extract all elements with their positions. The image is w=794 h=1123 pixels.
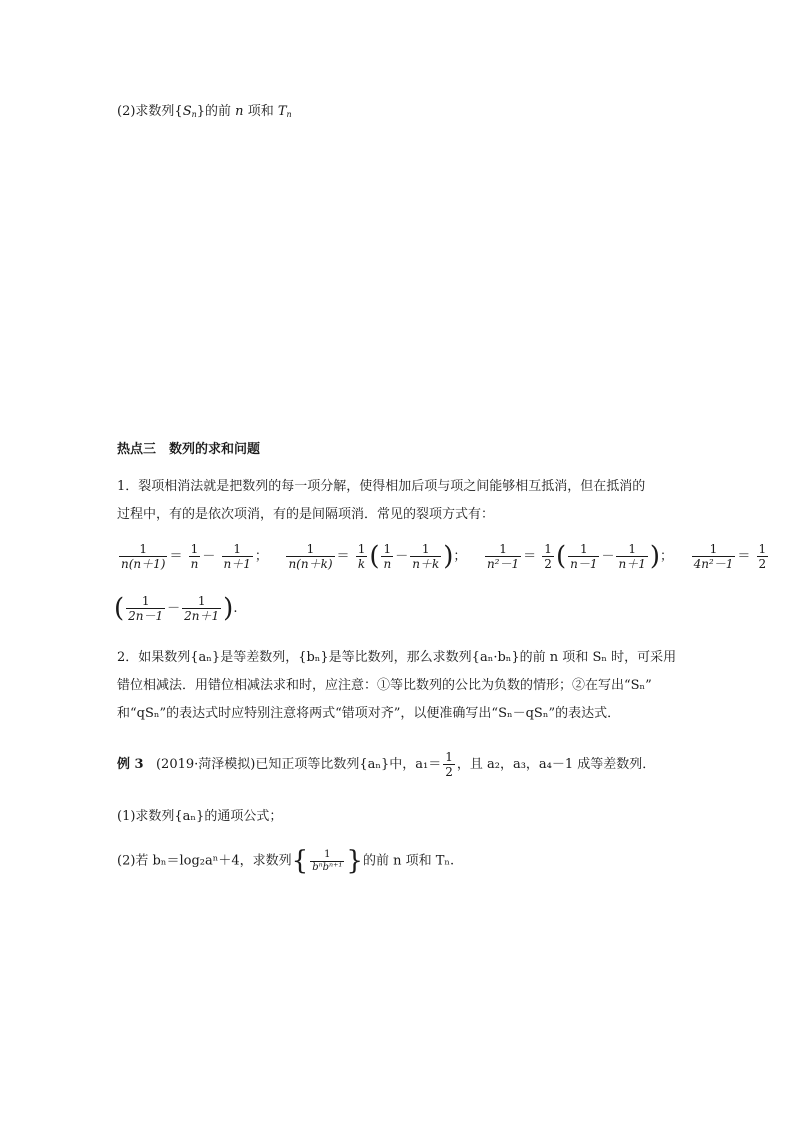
point-2-line-1: 2．如果数列{aₙ}是等差数列，{bₙ}是等比数列，那么求数列{aₙ·bₙ}的前 n 项和 Sₙ 时，可采用 bbox=[117, 650, 677, 665]
fraction: $\frac{1}{\text{n²－1}}$ bbox=[486, 542, 520, 571]
fraction: $\frac{1}{n+k}$ bbox=[412, 542, 440, 571]
fraction: $\frac{1}{n(n+k)}$ bbox=[288, 542, 333, 571]
fraction: $\frac{1}{k}$ bbox=[357, 542, 366, 571]
point-2-line-2: 错位相减法．用错位相减法求和时，应注意：①等比数列的公比为负数的情形；②在写出“Sₙ” bbox=[117, 678, 652, 693]
fraction: $\frac{1}{n+1}$ bbox=[223, 542, 251, 571]
fraction: $\frac{1}{n}$ bbox=[383, 542, 392, 571]
question-2-top: (2)求数列$\{S_n\}$的前 n 项和 $T_n$ bbox=[117, 104, 292, 119]
fraction: $\frac{1}{2}$ bbox=[758, 542, 767, 571]
section-title: 热点三 数列的求和问题 bbox=[117, 442, 261, 457]
fraction: $\frac{1}{n+1}$ bbox=[618, 542, 646, 571]
point-2-line-3: 和“qSₙ”的表达式时应特别注意将两式“错项对齐”，以便准确写出“Sₙ－qSₙ”的表达式． bbox=[117, 706, 621, 721]
fraction: $\frac{1}{\text{4n²－1}}$ bbox=[693, 542, 734, 571]
example-3: 例 3 (2019·菏泽模拟)已知正项等比数列{aₙ}中，a₁＝ $\frac{1}{2}$ ，且 a₂，a₃，a₄－1 成等差数列． bbox=[117, 750, 656, 779]
question-2: (2)若 bₙ＝log₂aⁿ＋4，求数列{ $\frac{1}{\text{bⁿbⁿ⁺¹}}$ }的前 n 项和 Tₙ. bbox=[117, 846, 455, 876]
formula-row: $\frac{1}{n(n+1)}$ ＝ $\frac{1}{n}$ － $\frac{1}{n+1}$ ； $\frac{1}{n(n+k)}$ ＝ $\frac{1}{k}$ ( $\frac{1}{n}$ － $\frac{1}{n+k}$ )； $\frac{1}{\text{n²－1}}$ ＝ $\frac{1}{2}$ ( $\frac{1}{n-1}$ － $\frac{1}{n+1}$ )； $\frac{1}{\text{4n²－1}}$ ＝ $\frac{1}{2}$ bbox=[121, 541, 767, 572]
fraction: $\frac{1}{2}$ bbox=[445, 750, 453, 779]
fraction: $\frac{1}{n-1}$ bbox=[570, 542, 598, 571]
fraction: $\frac{1}{\text{bⁿbⁿ⁺¹}}$ bbox=[312, 848, 343, 873]
point-1-line-2: 过程中，有的是依次项消，有的是间隔项消．常见的裂项方式有： bbox=[117, 507, 495, 522]
fraction: $\frac{1}{n}$ bbox=[190, 542, 199, 571]
fraction: $\frac{1}{2n-1}$ bbox=[128, 594, 164, 623]
question-1: (1)求数列{aₙ}的通项公式； bbox=[117, 809, 283, 824]
fraction: $\frac{1}{2n+1}$ bbox=[184, 594, 220, 623]
fraction: $\frac{1}{2}$ bbox=[544, 542, 552, 571]
fraction: $\frac{1}{n(n+1)}$ bbox=[121, 542, 166, 571]
point-1-line-1: 1．裂项相消法就是把数列的每一项分解，使得相加后项与项之间能够相互抵消，但在抵消的 bbox=[117, 479, 646, 494]
formula-row-2: ( $\frac{1}{2n-1}$ － $\frac{1}{2n+1}$ ). bbox=[114, 593, 238, 624]
